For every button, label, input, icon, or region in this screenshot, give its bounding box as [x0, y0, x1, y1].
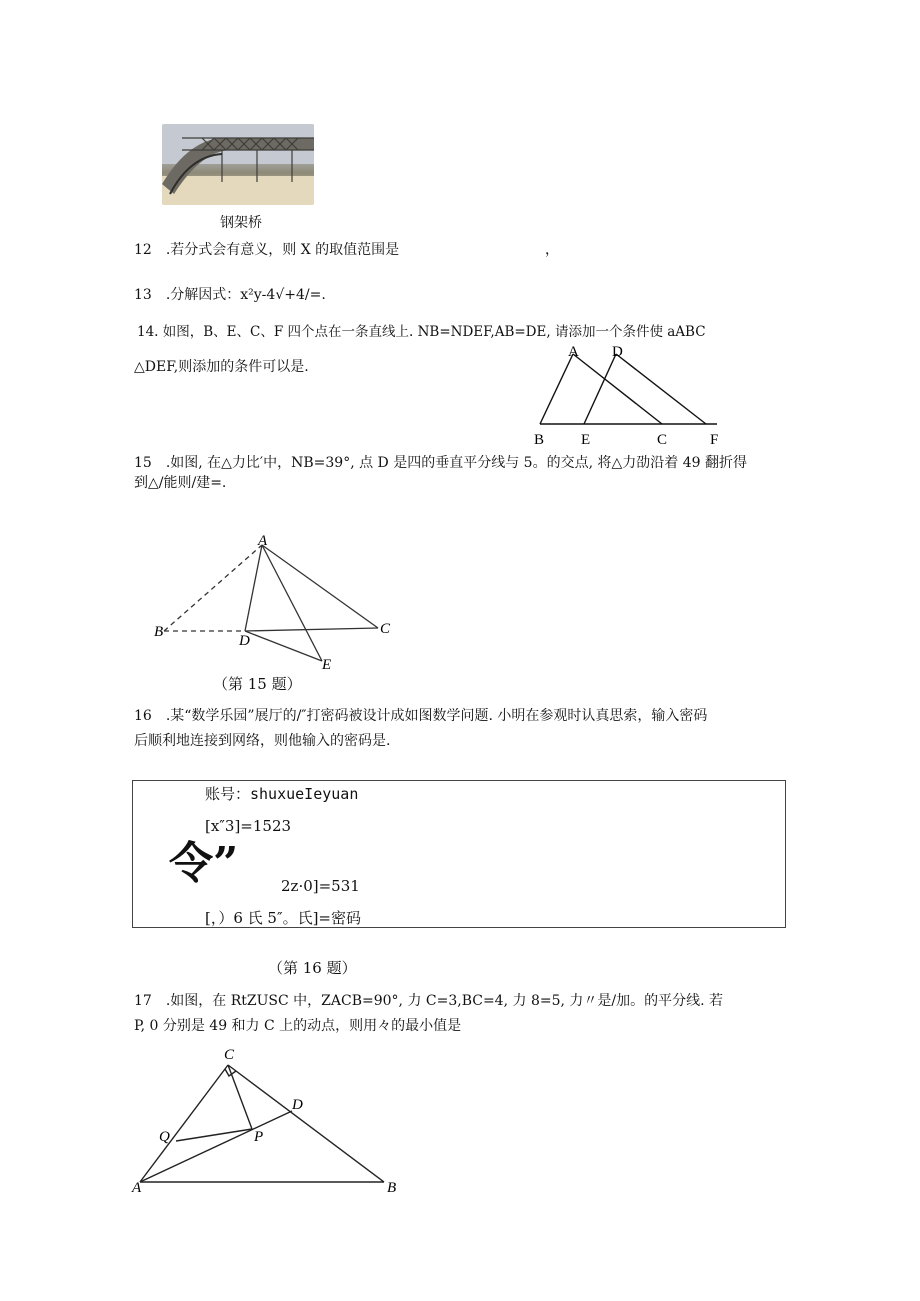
question-16-line1: 16 .某“数学乐园”展厅的/″打密码被设计成如图数学问题. 小明在参观时认真思索，输入密码 [134, 708, 708, 724]
point-label-e: E [581, 432, 591, 448]
segment-ae [262, 545, 322, 661]
point-label-a: A [258, 533, 268, 549]
question-16-line2: 后顺利地连接到网络，则他输入的密码是. [134, 733, 391, 749]
segment-dc [245, 628, 378, 631]
bridge-photo [162, 124, 314, 205]
point-label-b: B [387, 1180, 397, 1196]
question-17-line1: 17 .如图，在 RtZUSC 中，ZACB=90°, 力 C=3,BC=4, 力 8=5, 力〃是/加。的平分线. 若 [134, 993, 724, 1009]
point-label-b: B [534, 432, 545, 448]
point-label-d: D [612, 344, 623, 360]
equation-row-3: [，）6 氏 5″。氏]=密码 [205, 909, 361, 927]
point-label-b: B [154, 624, 164, 640]
segment-ba [540, 354, 573, 424]
segment-ad [140, 1111, 292, 1182]
point-label-c: C [380, 621, 391, 637]
point-label-a: A [568, 344, 579, 360]
question-17-line2: P, 0 分别是 49 和力 C 上的动点，则用々的最小值是 [134, 1018, 462, 1034]
segment-ac [262, 545, 378, 628]
account-line: 账号：shuxueIeyuan [205, 785, 359, 803]
segment-df [616, 354, 706, 424]
point-label-d: D [239, 633, 250, 649]
question-14-line1: 14. 如图，B、E、C、F 四个点在一条直线上. NB=NDEF,AB=DE, 请添加一个条件使 aABC [137, 324, 706, 340]
question-12-text: 12 .若分式会有意义，则 X 的取值范围是 [134, 242, 400, 258]
point-label-a: A [132, 1180, 142, 1196]
point-label-q: Q [159, 1129, 170, 1145]
photo-caption: 钢架桥 [220, 215, 262, 231]
point-label-c: C [657, 432, 668, 448]
big-symbol: 令” [169, 838, 239, 889]
figure-16-caption: （第 16 题） [268, 959, 357, 977]
bridge-illustration [162, 124, 314, 205]
password-puzzle-box [132, 780, 786, 928]
segment-de [245, 631, 322, 661]
equation-row-2: 2z·0]=531 [281, 877, 360, 895]
figure-15-caption: （第 15 题） [213, 675, 302, 693]
question-13-text: 13 .分解因式：x²y-4√+4/=. [134, 287, 326, 303]
segment-ac [573, 354, 662, 424]
segment-ac [140, 1065, 228, 1182]
equation-row-1: [x″3]=1523 [205, 817, 292, 835]
point-label-p: P [254, 1129, 264, 1145]
segment-cb [228, 1065, 384, 1182]
q17-figure [130, 1045, 420, 1195]
segment-ed [584, 354, 616, 424]
point-label-c: C [224, 1047, 235, 1063]
question-12-trail: ， [545, 242, 559, 258]
q15-figure [150, 535, 400, 675]
point-label-e: E [322, 657, 332, 673]
point-label-f: F [710, 432, 719, 448]
question-14-line2: △DEF,则添加的条件可以是. [134, 359, 309, 375]
question-15-line2: 到△/能则/建=. [134, 475, 227, 491]
q14-figure [530, 340, 730, 450]
point-label-d: D [292, 1097, 303, 1113]
question-15-line1: 15 .如图, 在△力比′中，NB=39°, 点 D 是四的垂直平分线与 5。的交点, 将△力劭沿着 49 翻折得 [134, 455, 747, 471]
